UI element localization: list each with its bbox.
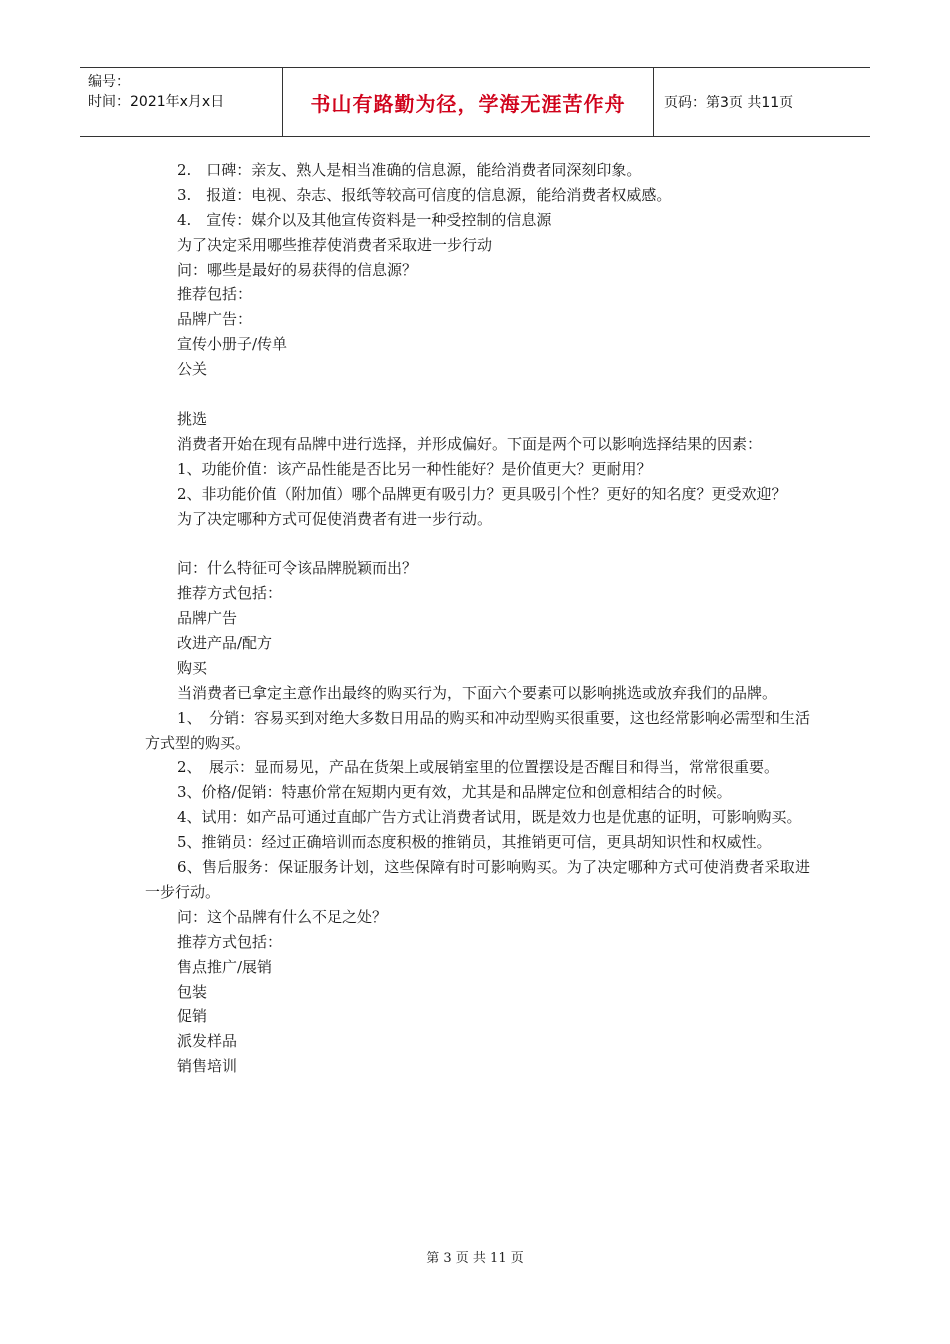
section-heading-purchase: 购买 xyxy=(177,658,208,677)
paragraph: 5、推销员：经过正确培训而态度积极的推销员，其推销更可信，更具胡知识性和权威性。 xyxy=(177,833,772,852)
list-item: 派发样品 xyxy=(177,1032,238,1051)
paragraph: 2、 展示：显而易见，产品在货架上或展销室里的位置摆设是否醒目和得当，常常很重要。 xyxy=(177,758,780,777)
list-heading: 推荐方式包括： xyxy=(177,584,283,603)
paragraph: 消费者开始在现有品牌中进行选择，并形成偏好。下面是两个可以影响选择结果的因素： xyxy=(177,434,763,453)
paragraph: 当消费者已拿定主意作出最终的购买行为，下面六个要素可以影响挑选或放弃我们的品牌。 xyxy=(177,683,778,702)
paragraph-line: 3、价格/促销：特惠价常在短期内更有效，尤其是和品牌定位和创意相结合的时候。 xyxy=(177,783,732,802)
question-line: 问：什么特征可令该品牌脱颖而出？ xyxy=(177,559,418,578)
paragraph: 4、试用：如产品可通过直邮广告方式让消费者试用，既是效力也是优惠的证明，可影响购买。 xyxy=(177,808,802,827)
section-heading-selection: 挑选 xyxy=(177,409,208,428)
list-heading: 推荐方式包括： xyxy=(177,932,283,951)
document-body xyxy=(145,158,810,1079)
list-item: 公关 xyxy=(177,360,208,379)
header-page-number: 页码：第3页 共11页 xyxy=(664,95,794,111)
header-motto: 书山有路勤为径，学海无涯苦作舟 xyxy=(282,68,654,136)
list-item: 销售培训 xyxy=(177,1057,238,1076)
list-heading: 推荐包括： xyxy=(177,285,253,304)
list-item: 包装 xyxy=(177,982,208,1001)
blank-line xyxy=(145,531,810,556)
paragraph: 2、非功能价值（附加值）哪个品牌更有吸引力？更具吸引个性？更好的知名度？更受欢迎？ xyxy=(177,484,787,503)
list-item: 品牌广告 xyxy=(177,609,238,628)
list-item: 宣传小册子/传单 xyxy=(177,335,288,354)
paragraph-line: 为了决定哪种方式可促使消费者有进一步行动。 xyxy=(177,509,493,528)
document-date-label: 时间：2021年x月x日 xyxy=(88,94,225,110)
paragraph-line: 为了决定采用哪些推荐使消费者采取进一步行动 xyxy=(177,235,493,254)
list-item: 品牌广告： xyxy=(177,310,253,329)
paragraph-line: 2. 口碑：亲友、熟人是相当准确的信息源，能给消费者同深刻印象。 xyxy=(177,161,642,179)
blank-line xyxy=(145,382,810,407)
page-footer: 第 3 页 共 11 页 xyxy=(426,1251,524,1266)
page-header xyxy=(80,67,870,137)
question-line: 问：这个品牌有什么不足之处？ xyxy=(177,907,388,926)
list-item: 促销 xyxy=(177,1007,208,1026)
paragraph: 6、售后服务：保证服务计划，这些保障有时可影响购买。为了决定哪种方式可使消费者采取进一步行动。 xyxy=(145,858,810,901)
paragraph-line: 3. 报道：电视、杂志、报纸等较高可信度的信息源，能给消费者权威感。 xyxy=(177,185,672,204)
question-line: 问：哪些是最好的易获得的信息源？ xyxy=(177,260,418,279)
paragraph-line: 1、功能价值：该产品性能是否比另一种性能好？是价值更大？更耐用？ xyxy=(177,459,652,478)
header-meta xyxy=(80,68,282,136)
document-number-label: 编号： xyxy=(88,74,130,90)
paragraph-line: 4. 宣传：媒介以及其他宣传资料是一种受控制的信息源 xyxy=(177,210,552,229)
list-item: 售点推广/展销 xyxy=(177,957,273,976)
paragraph: 1、 分销：容易买到对绝大多数日用品的购买和冲动型购买很重要，这也经常影响必需型和生活方式型的购买。 xyxy=(145,708,810,752)
list-item: 改进产品/配方 xyxy=(177,633,273,652)
